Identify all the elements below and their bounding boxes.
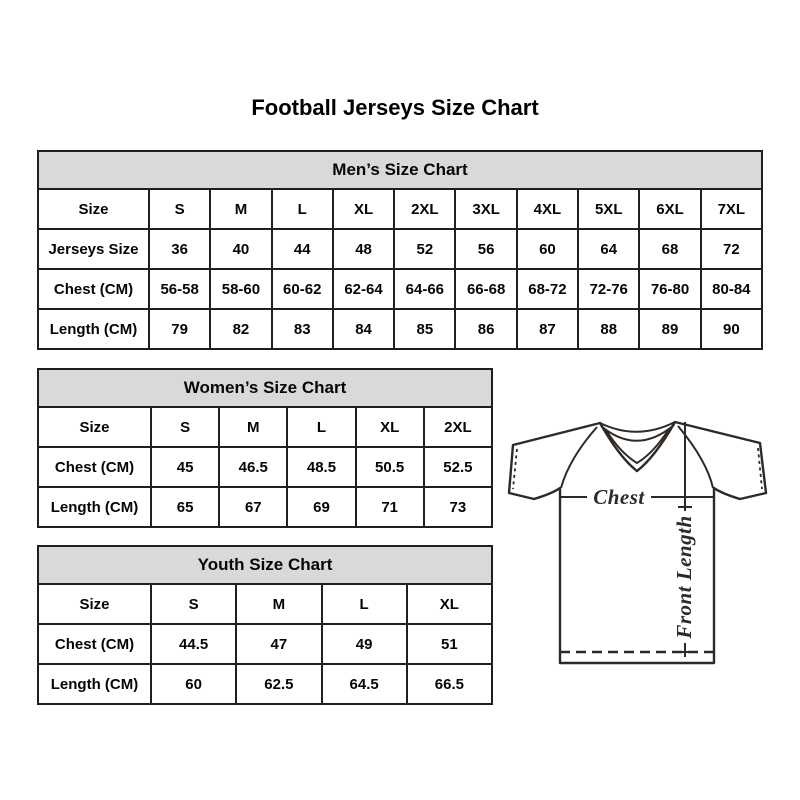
left-armhole-seam [561, 427, 597, 488]
column-header-cell: 4XL [517, 189, 578, 229]
table-cell: 69 [287, 487, 355, 527]
table-cell: 73 [424, 487, 492, 527]
right-armhole-seam [678, 426, 713, 488]
table-cell: 66-68 [455, 269, 516, 309]
table-row [38, 447, 492, 487]
collar-back-curve [600, 422, 675, 432]
table-cell: 58-60 [210, 269, 271, 309]
table-cell: 47 [236, 624, 321, 664]
table-cell: 52.5 [424, 447, 492, 487]
front-length-label: Front Length [672, 515, 696, 639]
row-header-cell: Chest (CM) [38, 447, 151, 487]
table-cell: 89 [639, 309, 700, 349]
table-cell: 76-80 [639, 269, 700, 309]
table-row [38, 584, 492, 624]
table-cell: 79 [149, 309, 210, 349]
chest-label: Chest [593, 485, 645, 509]
column-header-cell: L [272, 189, 333, 229]
table-cell: 68 [639, 229, 700, 269]
table-cell: 64.5 [322, 664, 407, 704]
row-header-cell: Chest (CM) [38, 269, 149, 309]
table-title-row [38, 369, 492, 407]
column-header-cell: XL [333, 189, 394, 229]
table-cell: 44.5 [151, 624, 236, 664]
column-header-cell: XL [356, 407, 424, 447]
table-cell: 60-62 [272, 269, 333, 309]
table-row [38, 189, 762, 229]
column-header-cell: 7XL [701, 189, 762, 229]
table-cell: 80-84 [701, 269, 762, 309]
table-cell: 44 [272, 229, 333, 269]
column-header-cell: 3XL [455, 189, 516, 229]
column-header-cell: 2XL [394, 189, 455, 229]
table-cell: 36 [149, 229, 210, 269]
mens-size-table [37, 150, 763, 350]
table-cell: 71 [356, 487, 424, 527]
table-row [38, 269, 762, 309]
table-title: Men’s Size Chart [38, 151, 762, 189]
youth-size-table [37, 545, 493, 705]
table-cell: 85 [394, 309, 455, 349]
table-cell: 56-58 [149, 269, 210, 309]
table-cell: 64-66 [394, 269, 455, 309]
table-title-row [38, 151, 762, 189]
table-cell: 52 [394, 229, 455, 269]
table-cell: 51 [407, 624, 492, 664]
table-cell: 45 [151, 447, 219, 487]
column-header-cell: 5XL [578, 189, 639, 229]
table-cell: 67 [219, 487, 287, 527]
table-cell: 88 [578, 309, 639, 349]
table-cell: 50.5 [356, 447, 424, 487]
column-header-cell: S [151, 584, 236, 624]
column-header-cell: L [287, 407, 355, 447]
jersey-outline [509, 422, 766, 663]
table-title: Youth Size Chart [38, 546, 492, 584]
column-header-cell: S [149, 189, 210, 229]
page-title: Football Jerseys Size Chart [251, 95, 539, 120]
table-cell: 82 [210, 309, 271, 349]
table-cell: 64 [578, 229, 639, 269]
table-cell: 48 [333, 229, 394, 269]
table-title: Women’s Size Chart [38, 369, 492, 407]
column-header-cell: 2XL [424, 407, 492, 447]
table-row [38, 624, 492, 664]
size-label-cell: Size [38, 407, 151, 447]
table-title-row [38, 546, 492, 584]
table-cell: 48.5 [287, 447, 355, 487]
table-cell: 90 [701, 309, 762, 349]
row-header-cell: Jerseys Size [38, 229, 149, 269]
jersey-illustration [500, 400, 780, 690]
row-header-cell: Length (CM) [38, 487, 151, 527]
table-cell: 60 [517, 229, 578, 269]
table-cell: 83 [272, 309, 333, 349]
table-cell: 60 [151, 664, 236, 704]
row-header-cell: Length (CM) [38, 664, 151, 704]
table-cell: 72 [701, 229, 762, 269]
column-header-cell: M [219, 407, 287, 447]
column-header-cell: S [151, 407, 219, 447]
table-cell: 49 [322, 624, 407, 664]
column-header-cell: XL [407, 584, 492, 624]
jersey-measurement-diagram [500, 400, 780, 690]
womens-size-table [37, 368, 493, 528]
table-cell: 62.5 [236, 664, 321, 704]
column-header-cell: M [210, 189, 271, 229]
table-cell: 86 [455, 309, 516, 349]
size-label-cell: Size [38, 189, 149, 229]
column-header-cell: L [322, 584, 407, 624]
table-cell: 46.5 [219, 447, 287, 487]
table-cell: 66.5 [407, 664, 492, 704]
row-header-cell: Chest (CM) [38, 624, 151, 664]
row-header-cell: Length (CM) [38, 309, 149, 349]
table-cell: 56 [455, 229, 516, 269]
table-row [38, 407, 492, 447]
table-row [38, 487, 492, 527]
table-cell: 62-64 [333, 269, 394, 309]
table-cell: 84 [333, 309, 394, 349]
size-label-cell: Size [38, 584, 151, 624]
column-header-cell: 6XL [639, 189, 700, 229]
table-cell: 65 [151, 487, 219, 527]
table-row [38, 309, 762, 349]
column-header-cell: M [236, 584, 321, 624]
table-cell: 87 [517, 309, 578, 349]
table-cell: 68-72 [517, 269, 578, 309]
table-cell: 40 [210, 229, 271, 269]
table-cell: 72-76 [578, 269, 639, 309]
left-sleeve-stitch [513, 449, 517, 489]
table-row [38, 664, 492, 704]
table-row [38, 229, 762, 269]
